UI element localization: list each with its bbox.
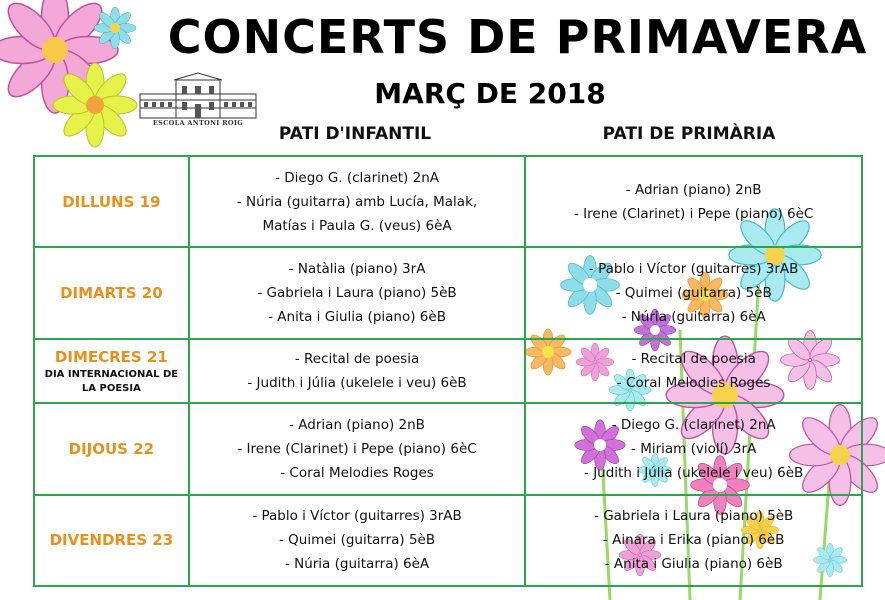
performer-line: - Judith i Júlia (ukelele i veu) 6èB xyxy=(247,374,467,391)
performer-line: - Adrian (piano) 2nB xyxy=(625,181,762,198)
performers-primaria xyxy=(525,403,862,494)
day-cell xyxy=(34,339,189,403)
performer-line: - Gabriela i Laura (piano) 5èB xyxy=(257,285,457,302)
performer-line: - Quimei (guitarra) 5èB xyxy=(615,285,772,302)
day-cell xyxy=(34,495,189,586)
performers-infantil xyxy=(189,495,526,586)
performer-line: - Miriam (violí) 3rA xyxy=(631,440,757,457)
performer-line: - Núria (guitarra) 6èA xyxy=(284,556,430,573)
day-label: DILLUNS 19 xyxy=(62,192,161,211)
day-label: DIMARTS 20 xyxy=(60,284,163,303)
performers-primaria xyxy=(525,247,862,338)
performer-line: - Irene (Clarinet) i Pepe (piano) 6èC xyxy=(237,440,477,457)
performer-line: - Quimei (guitarra) 5èB xyxy=(278,532,436,549)
schedule-row xyxy=(34,339,862,403)
day-cell xyxy=(34,403,189,494)
page-title: CONCERTS DE PRIMAVERA xyxy=(167,10,868,64)
performers-primaria xyxy=(525,495,862,586)
day-cell xyxy=(34,156,189,247)
performer-line: - Coral Melodies Roges xyxy=(616,374,771,391)
performer-line: - Diego G. (clarinet) 2nA xyxy=(611,416,776,433)
performer-line: - Anita i Giulia (piano) 6èB xyxy=(604,556,783,573)
column-header-infantil: PATI D'INFANTIL xyxy=(278,124,432,144)
performer-line: - Recital de poesia xyxy=(631,350,756,367)
day-label: DIMECRES 21 xyxy=(54,347,168,366)
schedule-table xyxy=(33,155,863,587)
schedule-row xyxy=(34,403,862,494)
day-label: DIVENDRES 23 xyxy=(49,531,174,550)
performer-line: - Irene (Clarinet) i Pepe (piano) 6èC xyxy=(574,205,814,222)
performers-infantil xyxy=(189,403,526,494)
performer-line: - Pablo i Víctor (guitarres) 3rAB xyxy=(588,261,799,278)
performer-line: - Pablo i Víctor (guitarres) 3rAB xyxy=(252,508,462,525)
performer-line: - Anita i Giulia (piano) 6èB xyxy=(268,309,446,326)
schedule-row xyxy=(34,156,862,247)
column-header-primaria: PATI DE PRIMÀRIA xyxy=(602,124,776,144)
performers-infantil xyxy=(189,156,526,247)
schedule-row xyxy=(34,247,862,338)
performer-line: - Diego G. (clarinet) 2nA xyxy=(275,169,439,186)
day-note: DIA INTERNACIONAL DE LA POESIA xyxy=(44,368,179,394)
page-subtitle: MARÇ DE 2018 xyxy=(374,77,606,110)
day-label: DIJOUS 22 xyxy=(68,439,155,458)
performer-line: - Recital de poesia xyxy=(294,350,420,367)
performer-line: - Ainara i Erika (piano) 6èB xyxy=(602,532,785,549)
performers-primaria xyxy=(525,339,862,403)
day-cell xyxy=(34,247,189,338)
performer-line: - Natàlia (piano) 3rA xyxy=(288,261,426,278)
performer-line: - Núria (guitarra) amb Lucía, Malak, xyxy=(236,193,478,210)
performer-line: Matías i Paula G. (veus) 6èA xyxy=(262,217,452,234)
performers-infantil xyxy=(189,247,526,338)
school-name: ESCOLA ANTONI ROIG xyxy=(152,119,244,127)
performer-line: - Adrian (piano) 2nB xyxy=(289,416,425,433)
performers-infantil xyxy=(189,339,526,403)
performer-line: - Núria (guitarra) 6èA xyxy=(621,309,766,326)
school-building-illustration xyxy=(138,72,258,120)
performer-line: - Coral Melodies Roges xyxy=(280,464,434,481)
performers-primaria xyxy=(525,156,862,247)
performer-line: - Gabriela i Laura (piano) 5èB xyxy=(594,508,794,525)
performer-line: - Judith i Júlia (ukelele i veu) 6èB xyxy=(584,464,804,481)
schedule-row xyxy=(34,495,862,586)
